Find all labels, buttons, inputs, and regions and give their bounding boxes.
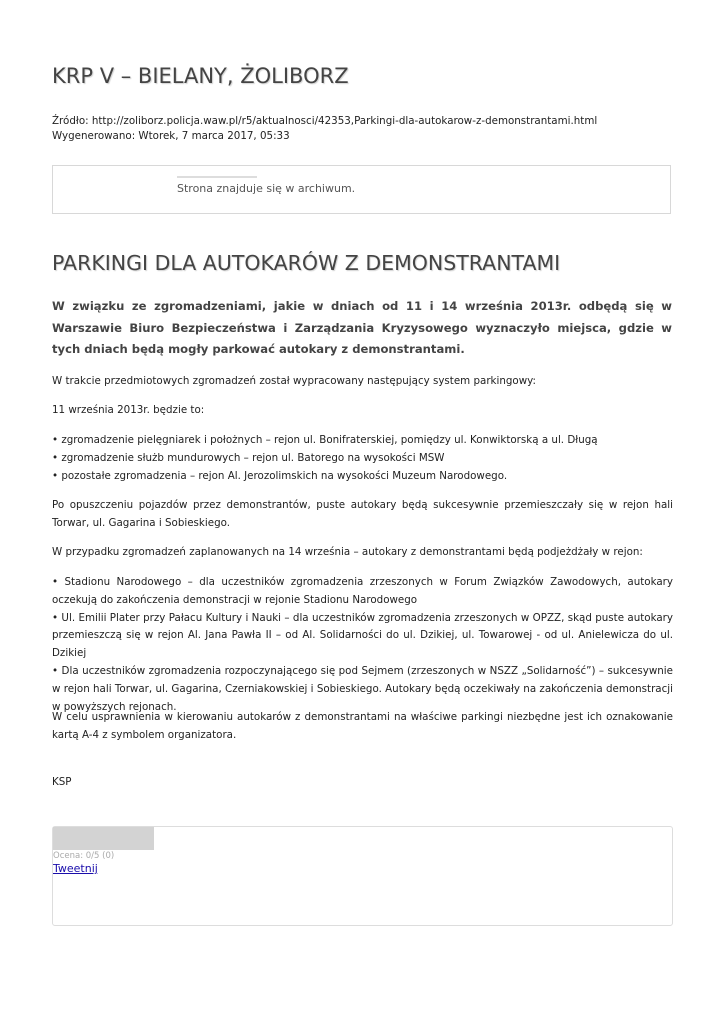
list-item: • Stadionu Narodowego – dla uczestników zgromadzenia zrzeszonych w Forum Związków Zawodowych, autokary oczekują do zakończenia demonstracji w rejonie Stadionu Narodowego <box>52 576 673 606</box>
article-body-5 <box>52 544 673 562</box>
article-body-1 <box>52 373 673 391</box>
list-item: • pozostałe zgromadzenia – rejon Al. Jerozolimskich na wysokości Muzeum Narodowego. <box>52 469 508 482</box>
generated-date: Wygenerowano: Wtorek, 7 marca 2017, 05:33 <box>52 129 290 142</box>
article-body-6 <box>52 574 673 716</box>
day2-list <box>52 574 673 716</box>
archive-notice-box <box>52 165 671 214</box>
article-lead: W związku ze zgromadzeniami, jakie w dniach od 11 i 14 września 2013r. odbędą się w Warszawie Biuro Bezpieczeństwa i Zarządzania Kryzysowego wyznaczyło miejsca, gdzie w tych dniach będą mogły parkować autokary z demonstrantami. <box>52 299 672 356</box>
list-item: • Dla uczestników zgromadzenia rozpoczynającego się pod Sejmem (zrzeszonych w NSZZ „Solidarność”) – sukcesywnie w rejon hali Torwar, ul. Gagarina, Czerniakowskiej i Sobieskiego. Autokary będą oczekiwały na zakończenia demonstracji w powyższych rejonach. <box>52 664 673 713</box>
list-item: • Ul. Emilii Plater przy Pałacu Kultury i Nauki – dla uczestników zgromadzenia zrzeszonych w OPZZ, skąd puste autokary przemieszczą się w rejon Al. Jana Pawła II – od Al. Solidarności do ul. Dzikiej, ul. Towarowej - od ul. Anielewicza do ul. Dzikiej <box>52 611 673 660</box>
article-title: PARKINGI DLA AUTOKARÓW Z DEMONSTRANTAMI <box>52 251 561 275</box>
rating-bar[interactable] <box>53 827 154 850</box>
list-item: • zgromadzenie pielęgniarek i położnych – rejon ul. Bonifraterskiej, pomiędzy ul. Konwiktorską a ul. Długą <box>52 434 598 446</box>
source-url: Źródło: http://zoliborz.policja.waw.pl/r5/aktualnosci/42353,Parkingi-dla-autokarow-z-demonstrantami.html <box>52 115 598 127</box>
archive-divider <box>177 176 257 178</box>
closing-paragraph: W celu usprawnienia w kierowaniu autokarów z demonstrantami na właściwe parkingi niezbędne jest ich oznakowanie kartą A-4 z symbolem organizatora. <box>52 711 673 741</box>
day2-heading: W przypadku zgromadzeń zaplanowanych na 14 września – autokary z demonstrantami będą podjeżdżały w rejon: <box>52 546 643 558</box>
rating-text: Ocena: 0/5 (0) <box>53 851 115 861</box>
signature: KSP <box>52 776 72 788</box>
site-title: KRP V – BIELANY, ŻOLIBORZ <box>52 64 349 88</box>
tweet-link[interactable]: Tweetnij <box>53 862 98 875</box>
list-item: • zgromadzenie służb mundurowych – rejon ul. Batorego na wysokości MSW <box>52 451 445 464</box>
day1-list <box>52 432 673 485</box>
article-body-4 <box>52 497 673 533</box>
article-body-3 <box>52 432 673 485</box>
day1-heading: 11 września 2013r. będzie to: <box>52 404 205 416</box>
meta-info <box>52 114 597 143</box>
article-body-2 <box>52 402 673 420</box>
archive-notice: Strona znajduje się w archiwum. <box>177 182 356 195</box>
intro-paragraph: W trakcie przedmiotowych zgromadzeń został wypracowany następujący system parkingowy: <box>52 375 536 387</box>
after-day1-paragraph: Po opuszczeniu pojazdów przez demonstrantów, puste autokary będą sukcesywnie przemieszczały się w rejon hali Torwar, ul. Gagarina i Sobieskiego. <box>52 499 673 529</box>
rating-box <box>52 826 673 926</box>
article-body-7 <box>52 709 673 745</box>
